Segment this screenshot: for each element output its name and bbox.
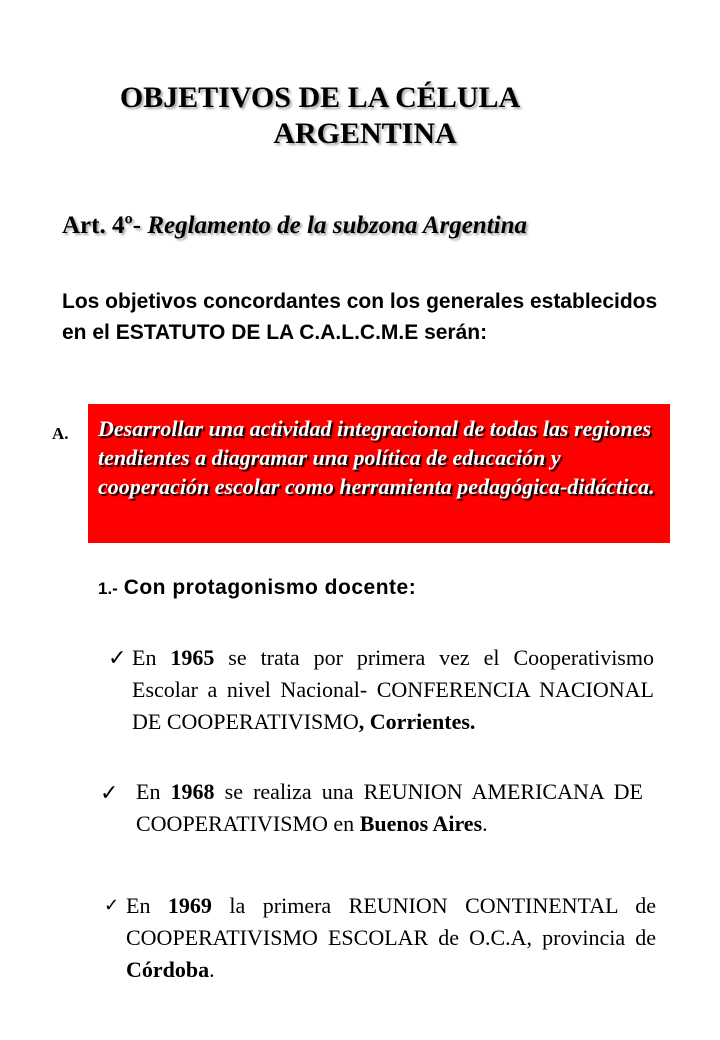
item-year: 1965: [170, 645, 215, 670]
item-prefix: En: [136, 779, 171, 804]
list-item: [132, 642, 654, 738]
section-1-number: 1.-: [98, 579, 118, 598]
item-place: Córdoba: [126, 957, 210, 982]
title-line-1: OBJETIVOS DE LA CÉLULA: [119, 81, 521, 114]
item-text: se trata por primera vez el Cooperativismo Escolar a nivel Nacional- CONFERENCIA NACIONAL DE COOPERATIVISMO: [132, 645, 654, 734]
objective-a-label: A.: [52, 424, 69, 443]
article-title: Reglamento de la subzona Argentina: [147, 212, 527, 239]
article-prefix: Art. 4º-: [62, 212, 148, 239]
item-year: 1968: [170, 779, 215, 804]
article-heading: [62, 212, 527, 240]
check-icon: ✓: [108, 645, 127, 670]
check-icon: ✓: [104, 895, 120, 915]
objective-a-box: [88, 404, 670, 543]
list-item: [126, 890, 656, 986]
item-year: 1969: [167, 893, 212, 918]
title-line-2: ARGENTINA: [273, 117, 457, 150]
item-place: Buenos Aires: [359, 811, 483, 836]
item-text: la primera REUNION CONTINENTAL de COOPERATIVISMO ESCOLAR de O.C.A, provincia de: [126, 893, 656, 950]
item-text: se realiza una REUNION AMERICANA DE COOPERATIVISMO en: [136, 779, 643, 836]
item-place: , Corrientes.: [358, 709, 476, 734]
item-prefix: En: [126, 893, 168, 918]
section-1-heading: [98, 576, 416, 600]
section-1-label: Con protagonismo docente:: [123, 576, 417, 599]
item-prefix: En: [132, 645, 171, 670]
objective-a-text: Desarrollar una actividad integracional de todas las regiones tendientes a diagramar una política de educación y cooperación escolar como herramienta pedagógica-didáctica.: [98, 416, 655, 499]
list-item: [136, 776, 643, 840]
page-title: [0, 80, 720, 152]
check-icon: ✓: [100, 780, 119, 805]
item-suffix: .: [209, 957, 215, 982]
item-suffix: .: [482, 811, 488, 836]
intro-paragraph: Los objetivos concordantes con los generales establecidos en el ESTATUTO DE LA C.A.L.C.M.E serán:: [62, 290, 658, 344]
